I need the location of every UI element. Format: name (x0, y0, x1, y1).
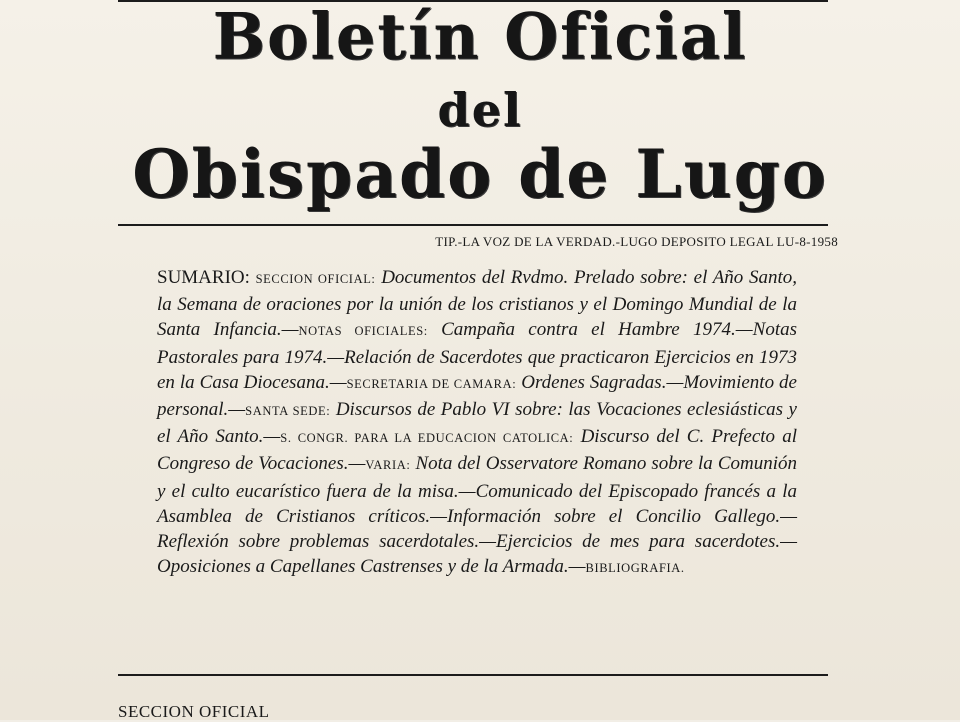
summary-text-santa-sede: Discursos de Pablo VI sobre: las Vocaciones eclesiásticas y el Año Santo.— (157, 399, 797, 448)
section-heading: SECCION OFICIAL (118, 702, 270, 721)
summary-text-varia: Nota del Osservatore Romano sobre la Comunión y el culto eucarístico fuera de la misa.—Comunicado del Episcopado francés a la Asamblea de Cristianos críticos.—Información sobre el Concilio Gallego.—Reflexión sobre problemas sacerdotales.—Ejercicios de mes para sacerdotes.—Oposiciones a Capellanes Castrenses y de la Armada.— (157, 453, 797, 578)
imprint-line: TIP.-LA VOZ DE LA VERDAD.-LUGO DEPOSITO LEGAL LU-8-1958 (435, 234, 838, 249)
masthead-title: Boletín Oficial (212, 0, 748, 74)
summary-rule (118, 674, 828, 676)
summary-section-oficial: SECCION OFICIAL: (255, 272, 376, 286)
summary-section-congregacion: S. CONGR. PARA LA EDUCACION CATOLICA: (280, 431, 574, 446)
masthead-subtitle: Obispado de Lugo (132, 135, 828, 213)
summary-section-notas: NOTAS OFICIALES: (298, 324, 428, 339)
summary-text-notas: Campaña contra el Hambre 1974.—Notas Pastorales para 1974.—Relación de Sacerdotes que practicaron Ejercicios en 1973 en la Casa Diocesana.— (157, 319, 797, 393)
masthead-del: del (437, 83, 523, 137)
summary-block (157, 265, 797, 581)
summary-section-santa-sede: SANTA SEDE: (245, 404, 331, 419)
summary-section-bibliografia: BIBLIOGRAFIA. (585, 561, 685, 576)
summary-section-varia: VARIA: (365, 458, 411, 473)
summary-label: SUMARIO: (157, 267, 250, 288)
summary-section-secretaria: SECRETARIA DE CAMARA: (346, 376, 517, 391)
summary-text-oficial: Documentos del Rvdmo. Prelado sobre: el Año Santo, la Semana de oraciones por la unión de los cristianos y el Domingo Mundial de la Santa Infancia.— (157, 267, 798, 341)
summary-text-secretaria: Ordenes Sagradas.—Movimiento de personal.— (157, 371, 797, 421)
summary-text-congregacion: Discurso del C. Prefecto al Congreso de Vocaciones.— (157, 426, 798, 475)
masthead-rule (118, 224, 828, 226)
